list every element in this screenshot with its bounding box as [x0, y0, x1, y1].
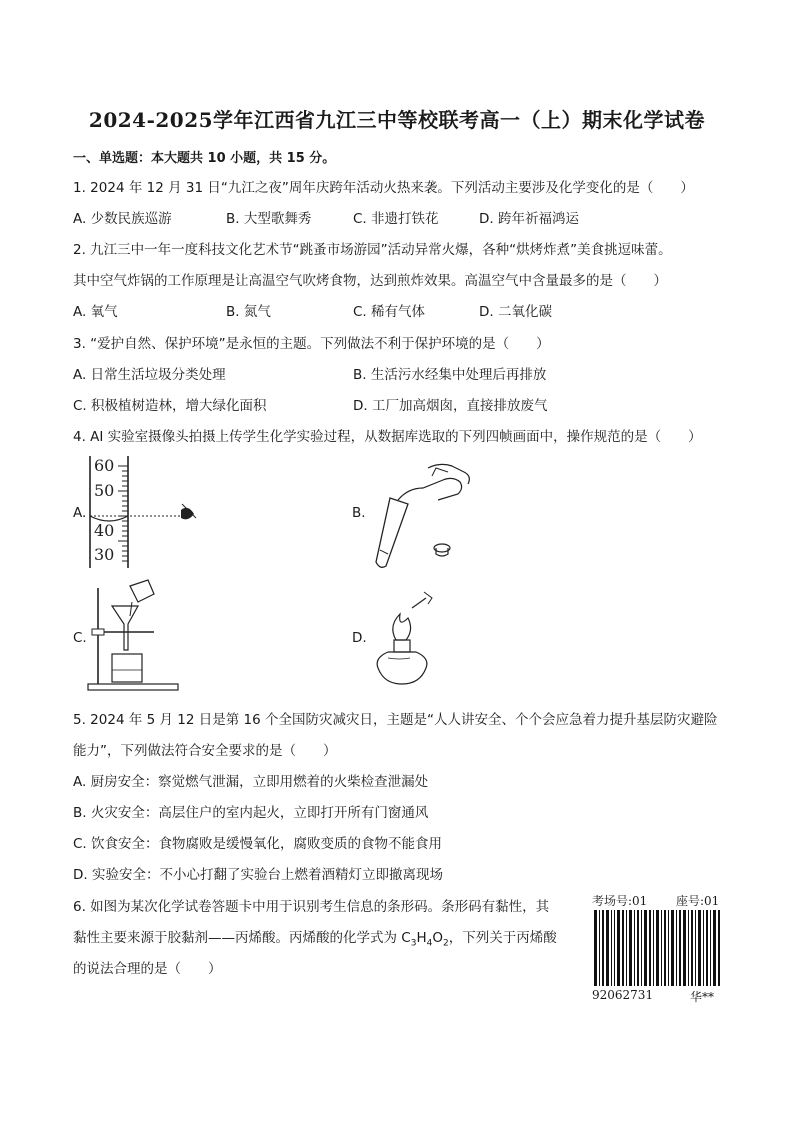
q5-option-b: B. 火灾安全：高层住户的室内起火，立即打开所有门窗通风	[73, 805, 429, 821]
q4-label-c: C.	[73, 630, 87, 646]
q2-option-b: B. 氮气	[226, 304, 271, 320]
q3-option-d: D. 工厂加高烟囱，直接排放废气	[353, 398, 548, 414]
barcode-name: 华**	[690, 990, 715, 1004]
q5-option-c: C. 饮食安全：食物腐败是缓慢氧化，腐败变质的食物不能食用	[73, 836, 443, 852]
barcode-seat-number: 座号:01	[676, 894, 720, 908]
q2-option-a: A. 氧气	[73, 304, 118, 320]
barcode-image	[594, 910, 722, 986]
barcode-number: 92062731	[592, 988, 654, 1002]
question-4-stem: 4. AI 实验室摄像头拍摄上传学生化学实验过程，从数据库选取的下列四帧画面中，操作规范的是（ ）	[73, 429, 702, 445]
question-5-stem-line1: 5. 2024 年 5 月 12 日是第 16 个全国防灾减灾日，主题是“人人讲安全、个个会应急着力提升基层防灾避险	[73, 712, 718, 728]
section-heading: 一、单选题：本大题共 10 小题，共 15 分。	[73, 151, 336, 166]
q1-option-d: D. 跨年祈福鸿运	[479, 211, 579, 227]
q4-label-d: D.	[352, 630, 367, 646]
alcohol-lamp-figure	[370, 588, 450, 688]
question-2-stem-line1: 2. 九江三中一年一度科技文化艺术节“跳蚤市场游园”活动异常火爆，各种“烘烤炸煮”美食挑逗味蕾。	[73, 242, 672, 258]
q3-option-c: C. 积极植树造林，增大绿化面积	[73, 398, 267, 414]
q1-option-c: C. 非遗打铁花	[353, 211, 439, 227]
filtration-apparatus-figure	[88, 580, 183, 692]
test-tube-pouring-figure	[368, 458, 478, 568]
q5-option-a: A. 厨房安全：察觉燃气泄漏，立即用燃着的火柴检查泄漏处	[73, 774, 429, 790]
page-title: 2024-2025学年江西省九江三中等校联考高一（上）期末化学试卷	[88, 108, 706, 132]
question-2-stem-line2: 其中空气炸锅的工作原理是让高温空气吹烤食物，达到煎炸效果。高温空气中含量最多的是（ ）	[73, 273, 667, 289]
q2-option-d: D. 二氧化碳	[479, 304, 552, 320]
q2-option-c: C. 稀有气体	[353, 304, 426, 320]
barcode-room-number: 考场号:01	[592, 894, 648, 908]
q6-text-post: ，下列关于丙烯酸	[448, 930, 557, 946]
question-6-stem-line3: 的说法合理的是（ ）	[73, 961, 222, 977]
q5-option-d: D. 实验安全：不小心打翻了实验台上燃着酒精灯立即撤离现场	[73, 867, 443, 883]
q4-label-a: A.	[73, 505, 87, 521]
q3-option-b: B. 生活污水经集中处理后再排放	[353, 367, 547, 383]
cylinder-tick-60: 60	[94, 456, 115, 475]
cylinder-tick-40: 40	[94, 521, 115, 540]
graduated-cylinder-figure	[88, 452, 218, 570]
question-3-stem: 3. “爱护自然、保护环境”是永恒的主题。下列做法不利于保护环境的是（ ）	[73, 336, 550, 352]
cylinder-tick-30: 30	[94, 545, 115, 564]
q1-option-b: B. 大型歌舞秀	[226, 211, 312, 227]
q1-option-a: A. 少数民族巡游	[73, 211, 172, 227]
question-5-stem-line2: 能力”，下列做法符合安全要求的是（ ）	[73, 743, 337, 759]
q4-label-b: B.	[352, 505, 366, 521]
cylinder-tick-50: 50	[94, 481, 115, 500]
q3-option-a: A. 日常生活垃圾分类处理	[73, 367, 226, 383]
q6-text-pre: 黏性主要来源于胶黏剂——丙烯酸。丙烯酸的化学式为 C	[73, 930, 411, 946]
question-6-stem-line1: 6. 如图为某次化学试卷答题卡中用于识别考生信息的条形码。条形码有黏性，其	[73, 899, 550, 915]
question-6-stem-line2: 黏性主要来源于胶黏剂——丙烯酸。丙烯酸的化学式为 $C_3H_4O_2$，下列关于丙烯酸	[73, 930, 557, 949]
question-1-stem: 1. 2024 年 12 月 31 日“九江之夜”周年庆跨年活动火热来袭。下列活动主要涉及化学变化的是（ ）	[73, 180, 694, 196]
